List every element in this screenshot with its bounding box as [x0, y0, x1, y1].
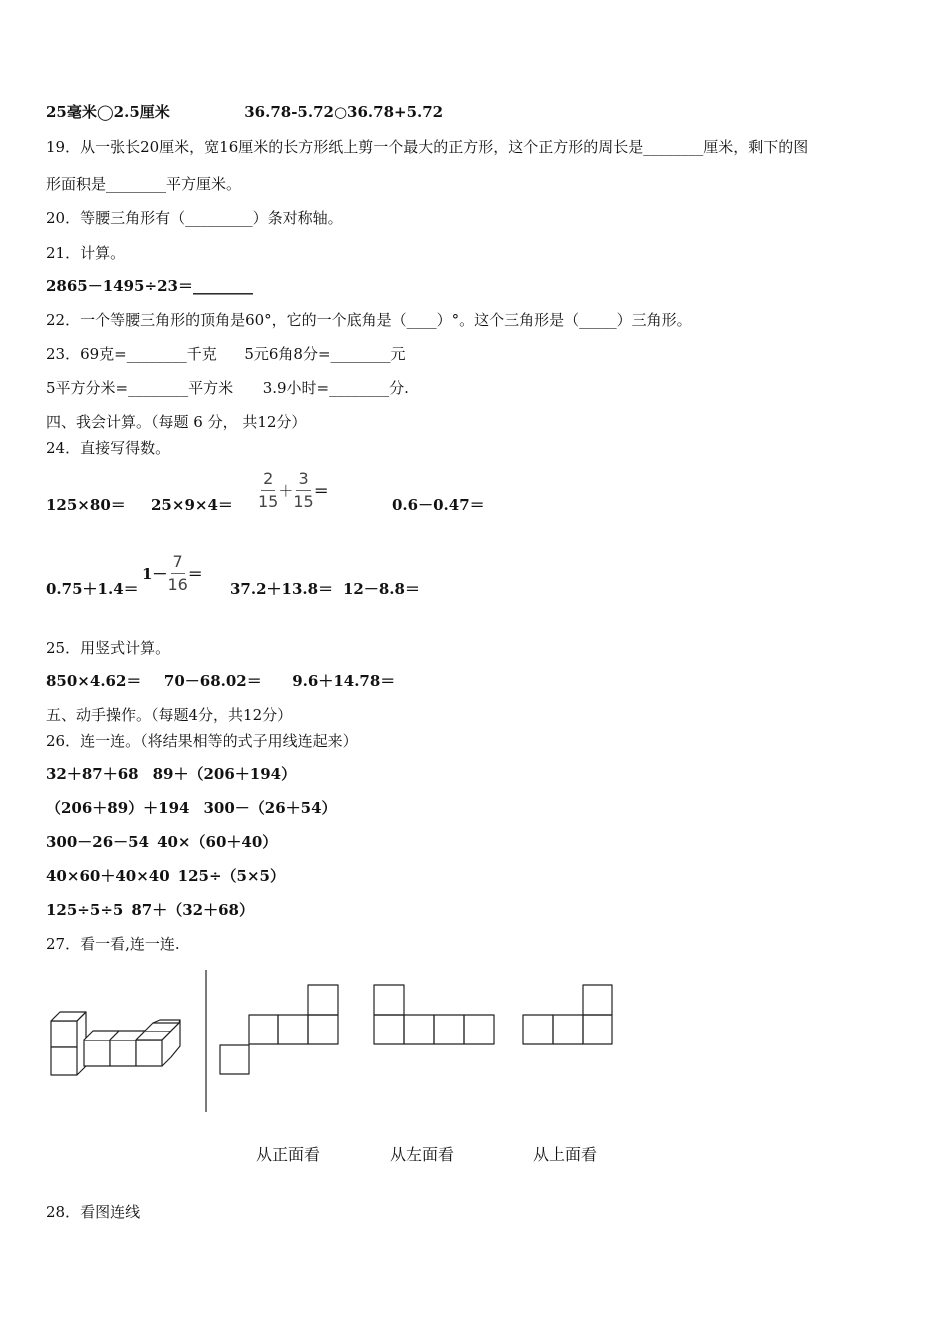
q26-right: 40×（60＋40）	[157, 833, 278, 851]
q26-left: 40×60＋40×40	[46, 867, 170, 885]
q28-title: 28．看图连线	[46, 1203, 141, 1221]
q26-right: 87＋（32＋68）	[131, 901, 254, 919]
q24-item-3: $\frac{2}{15}$ ＋ $\frac{3}{15}$ ＝	[258, 469, 329, 511]
q26-left: 125÷5÷5	[46, 901, 124, 919]
fraction-3-15: $\frac{3}{15}$	[293, 469, 314, 511]
q19-line2: 形面积是________平方厘米。	[46, 175, 242, 193]
fraction-7-16: $\frac{7}{16}$	[167, 552, 188, 594]
view-label-left: 从左面看	[390, 1145, 455, 1164]
q26-left: 32＋87＋68	[46, 765, 139, 783]
q23-c: 5平方分米=________平方米	[46, 379, 234, 397]
cube-stack-drawing	[51, 1012, 180, 1075]
q25-row	[46, 671, 395, 691]
view-shape-2	[374, 985, 494, 1044]
q25-b: 70－68.02＝	[163, 672, 262, 690]
q22: 22．一个等腰三角形的顶角是60°，它的一个底角是（____）°。这个三角形是（_____）三角形。	[46, 311, 692, 329]
q25-title: 25．用竖式计算。	[46, 639, 171, 657]
q24-item-2: 25×9×4＝	[151, 496, 233, 514]
section-5-heading: 五、动手操作。（每题4分，共12分）	[46, 706, 293, 724]
q26-row	[46, 798, 337, 818]
section-4-heading: 四、我会计算。（每题 6 分， 共12分）	[46, 413, 307, 431]
compare-a: 25毫米◯2.5厘米	[46, 103, 170, 121]
q26-row	[46, 866, 285, 886]
q24-item-4: 0.6－0.47＝	[392, 496, 485, 514]
q24-item-7: 37.2＋13.8＝	[230, 580, 334, 598]
q23-a: 23．69克=________千克	[46, 345, 217, 363]
view-shape-3	[523, 985, 612, 1044]
q26-row	[46, 764, 296, 784]
q20: 20．等腰三角形有（_________）条对称轴。	[46, 209, 343, 227]
q24-item-5: 0.75＋1.4＝	[46, 580, 139, 598]
q26-left: （206＋89）＋194	[46, 799, 190, 817]
q26-left: 300－26－54	[46, 833, 150, 851]
q19-line1: 19．从一张长20厘米，宽16厘米的长方形纸上剪一个最大的正方形，这个正方形的周长是________厘米，剩下的图	[46, 138, 809, 156]
q25-c: 9.6＋14.78＝	[292, 672, 396, 690]
view-label-top: 从上面看	[533, 1145, 598, 1164]
q21-expr: 2865－1495÷23＝________	[46, 277, 253, 295]
view-shape-1	[220, 985, 338, 1074]
q26-right: 89＋（206＋194）	[152, 765, 297, 783]
q26-title: 26．连一连。（将结果相等的式子用线连起来）	[46, 732, 358, 750]
fraction-2-15: $\frac{2}{15}$	[258, 469, 279, 511]
q23-row1	[46, 344, 406, 364]
q23-b: 5元6角8分=________元	[244, 345, 406, 363]
q25-a: 850×4.62＝	[46, 672, 142, 690]
q23-row2	[46, 378, 409, 398]
q26-row	[46, 832, 277, 852]
view-label-front: 从正面看	[256, 1145, 321, 1164]
q24-item-8: 12－8.8＝	[343, 580, 420, 598]
q26-row	[46, 900, 254, 920]
compare-row	[46, 102, 443, 122]
q24-item-1: 125×80＝	[46, 496, 126, 514]
q27-title: 27．看一看,连一连.	[46, 935, 180, 953]
q26-right: 125÷（5×5）	[177, 867, 285, 885]
q26-right: 300－（26＋54）	[203, 799, 337, 817]
q24-item-6: 1－ $\frac{7}{16}$ ＝	[142, 552, 203, 594]
compare-b: 36.78-5.72○36.78+5.72	[244, 103, 444, 121]
q24-title: 24．直接写得数。	[46, 439, 171, 457]
q21-title: 21．计算。	[46, 244, 126, 262]
q23-d: 3.9小时=________分.	[262, 379, 409, 397]
